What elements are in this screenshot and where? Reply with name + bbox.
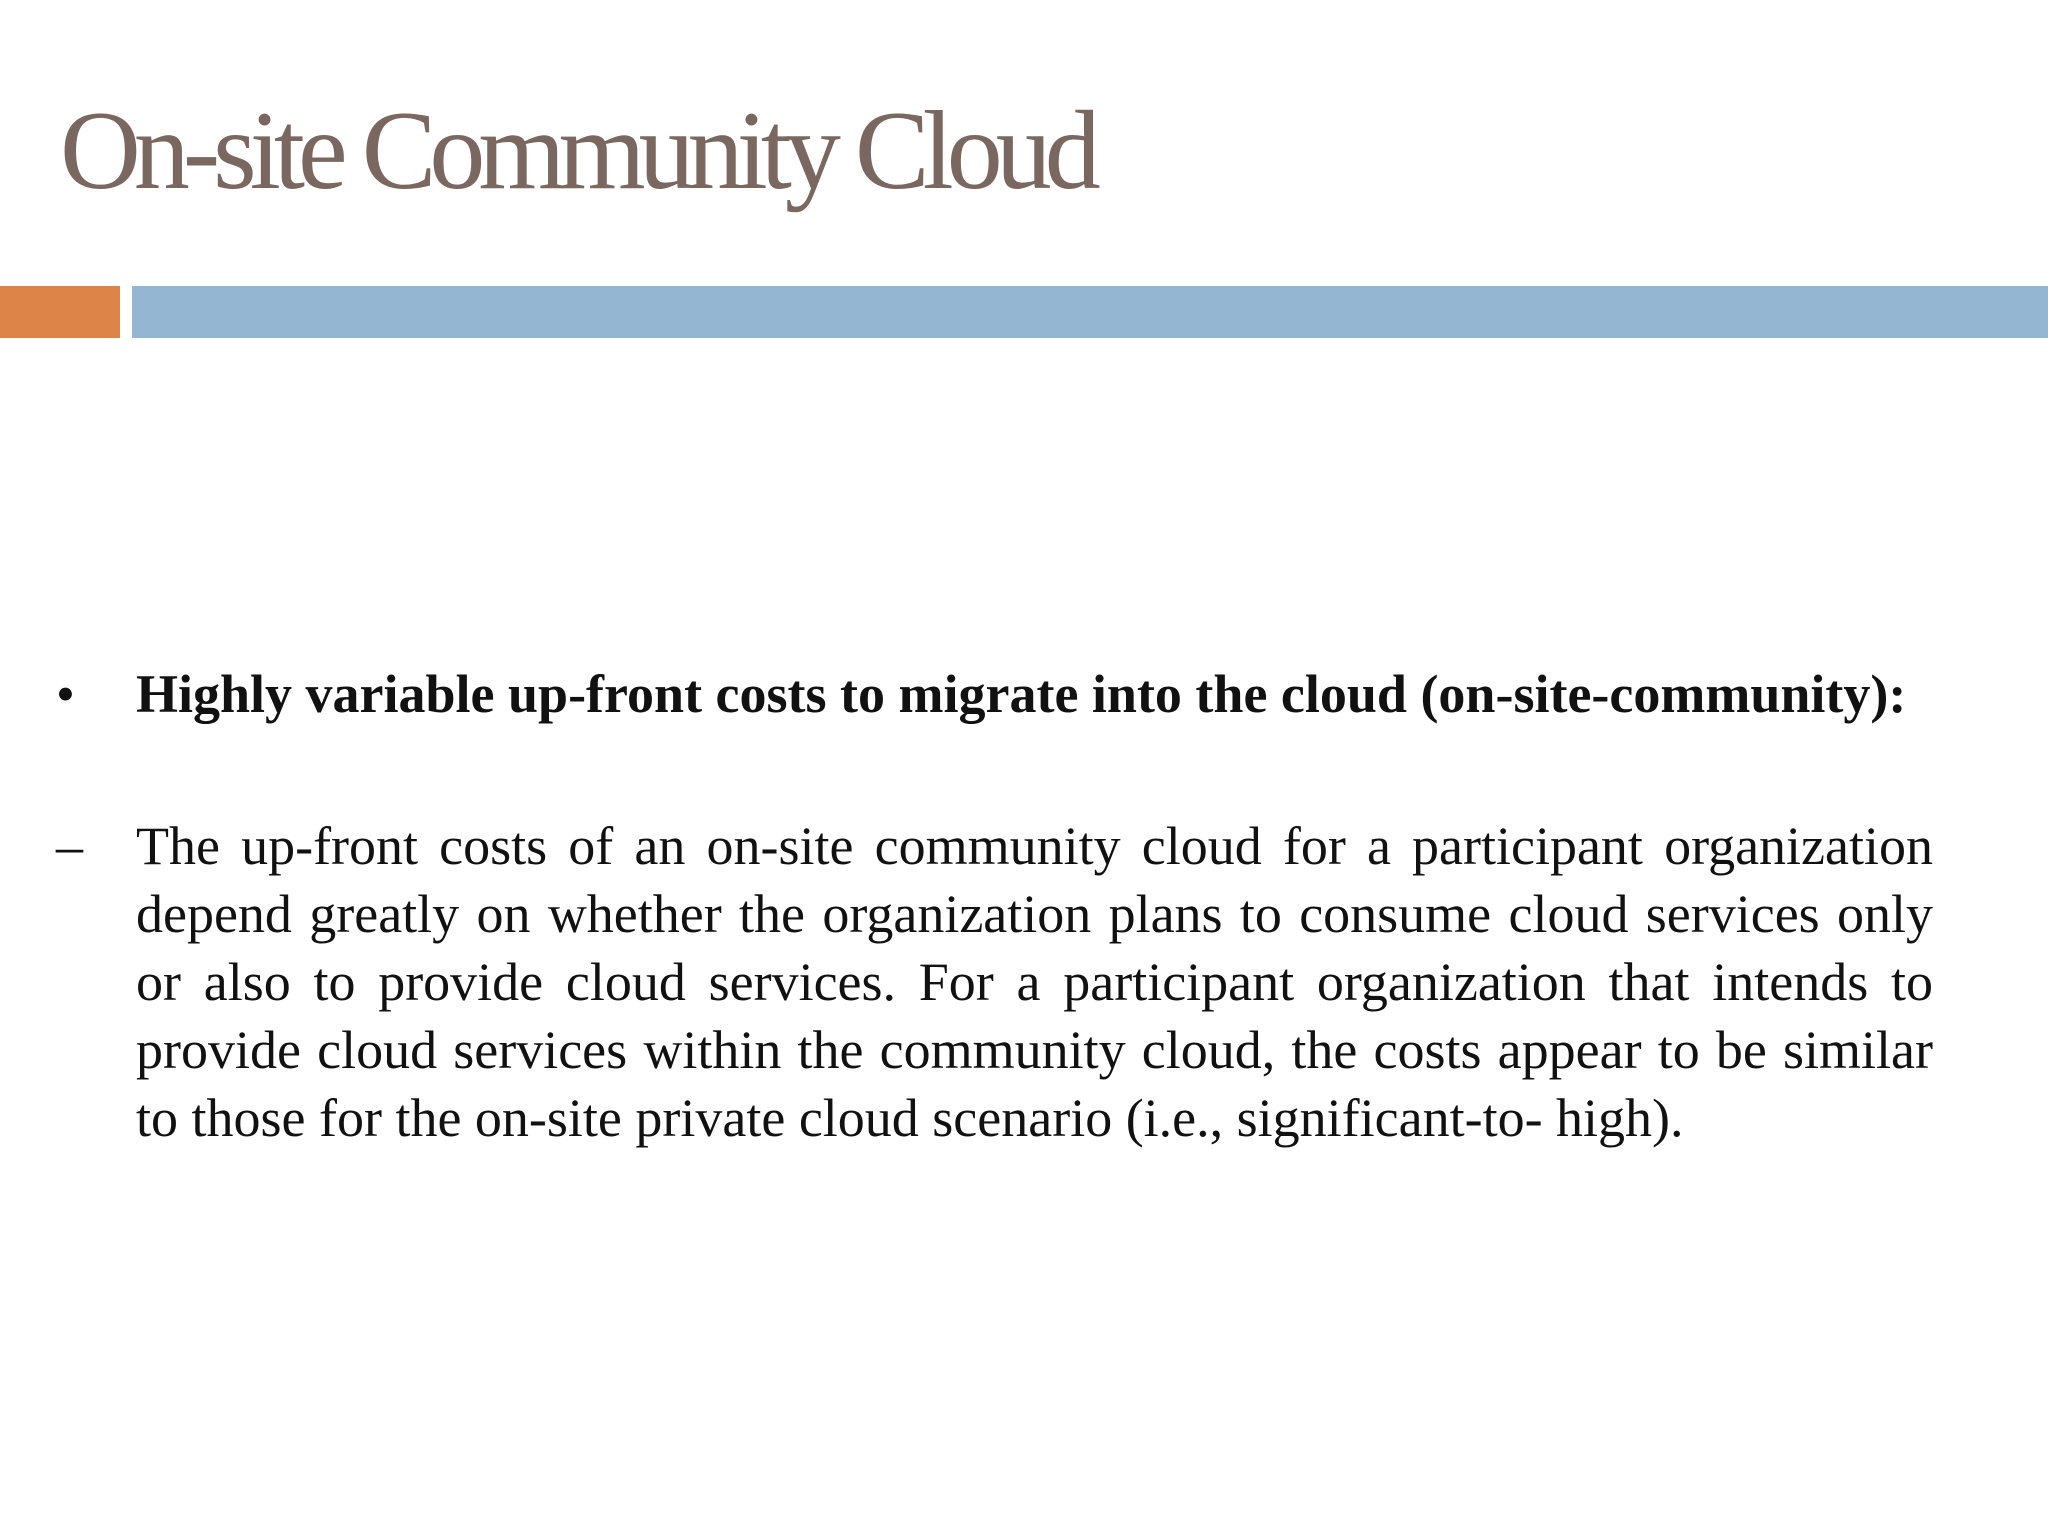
dash-marker: – (56, 816, 83, 876)
title-underline-bar (132, 286, 2048, 338)
sub-point-paragraph: The up-front costs of an on-site community cloud for a participant organization depend greatly on whether the organization plans to consume cloud services only or also to provide cloud services. For a participant organization that intends to provide cloud services within the community cloud, the costs appear to be similar to those for the on-site private cloud scenario (i.e., significant-to- high). (136, 816, 1933, 1148)
bullet-heading: Highly variable up-front costs to migrate into the cloud (on-site-community): (136, 664, 1907, 724)
title-accent-bar (0, 286, 120, 338)
slide-title: On-site Community Cloud (60, 89, 1094, 213)
bullet-marker: • (56, 664, 75, 724)
